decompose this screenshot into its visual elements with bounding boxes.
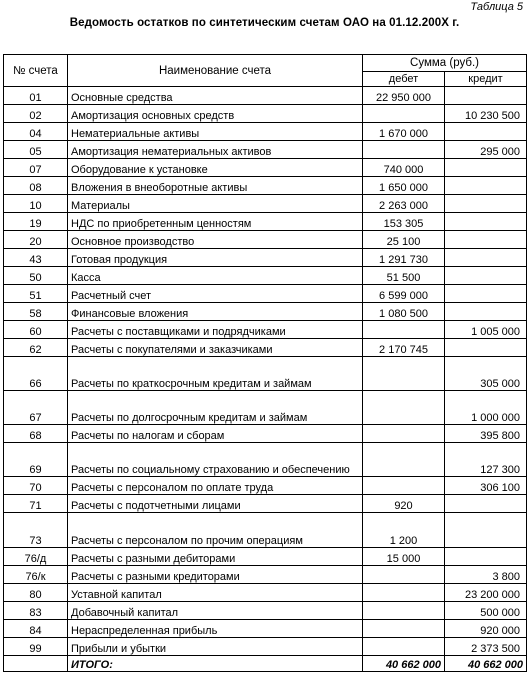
credit-cell: 127 300: [445, 443, 527, 477]
credit-cell: 500 000: [445, 602, 527, 620]
credit-cell: [445, 87, 527, 105]
credit-cell: 1 005 000: [445, 321, 527, 339]
account-number-cell: 67: [4, 391, 68, 425]
table-row: [4, 177, 527, 195]
account-number-cell: 51: [4, 285, 68, 303]
credit-cell: [445, 231, 527, 249]
credit-cell: 295 000: [445, 141, 527, 159]
account-name-cell: Нераспределенная прибыль: [68, 620, 363, 638]
account-name-cell: Расчеты по социальному страхованию и обеспечению: [68, 443, 363, 477]
total-row: [4, 656, 527, 672]
debit-cell: 1 670 000: [363, 123, 445, 141]
credit-cell: [445, 195, 527, 213]
table-row: [4, 141, 527, 159]
total-debit: 40 662 000: [363, 656, 445, 672]
account-number-cell: 43: [4, 249, 68, 267]
account-name-cell: Амортизация основных средств: [68, 105, 363, 123]
table-row: [4, 548, 527, 566]
account-name-cell: Расчетный счет: [68, 285, 363, 303]
table-row: [4, 105, 527, 123]
header-credit: кредит: [445, 72, 527, 87]
debit-cell: [363, 425, 445, 443]
account-name-cell: Уставной капитал: [68, 584, 363, 602]
debit-cell: 22 950 000: [363, 87, 445, 105]
credit-cell: [445, 249, 527, 267]
debit-cell: [363, 477, 445, 495]
account-name-cell: Основное производство: [68, 231, 363, 249]
account-number-cell: 20: [4, 231, 68, 249]
table-caption: Таблица 5: [470, 1, 523, 13]
debit-cell: [363, 620, 445, 638]
credit-cell: [445, 285, 527, 303]
debit-cell: 6 599 000: [363, 285, 445, 303]
account-number-cell: 62: [4, 339, 68, 357]
table-row: [4, 303, 527, 321]
header-debit: дебет: [363, 72, 445, 87]
debit-cell: [363, 141, 445, 159]
account-number-cell: 60: [4, 321, 68, 339]
account-number-cell: 68: [4, 425, 68, 443]
debit-cell: [363, 602, 445, 620]
account-name-cell: Расчеты по налогам и сборам: [68, 425, 363, 443]
table-row: [4, 602, 527, 620]
debit-cell: [363, 105, 445, 123]
account-number-cell: 76/д: [4, 548, 68, 566]
header-account-number: № счета: [4, 55, 68, 87]
account-name-cell: Добавочный капитал: [68, 602, 363, 620]
table-row: [4, 513, 527, 548]
account-name-cell: Расчеты с покупателями и заказчиками: [68, 339, 363, 357]
total-label: ИТОГО:: [68, 656, 363, 672]
table-row: [4, 443, 527, 477]
account-number-cell: 76/к: [4, 566, 68, 584]
account-number-cell: 07: [4, 159, 68, 177]
table-row: [4, 391, 527, 425]
total-empty-cell: [4, 656, 68, 672]
account-number-cell: 80: [4, 584, 68, 602]
table-row: [4, 357, 527, 391]
debit-cell: 740 000: [363, 159, 445, 177]
credit-cell: 305 000: [445, 357, 527, 391]
account-number-cell: 04: [4, 123, 68, 141]
account-name-cell: Расчеты по долгосрочным кредитам и займам: [68, 391, 363, 425]
account-number-cell: 84: [4, 620, 68, 638]
account-number-cell: 73: [4, 513, 68, 548]
account-name-cell: Расчеты с подотчетными лицами: [68, 495, 363, 513]
debit-cell: [363, 443, 445, 477]
debit-cell: 920: [363, 495, 445, 513]
debit-cell: 51 500: [363, 267, 445, 285]
credit-cell: 306 100: [445, 477, 527, 495]
account-number-cell: 10: [4, 195, 68, 213]
table-row: [4, 477, 527, 495]
account-number-cell: 08: [4, 177, 68, 195]
debit-cell: 153 305: [363, 213, 445, 231]
credit-cell: [445, 267, 527, 285]
table-row: [4, 213, 527, 231]
account-name-cell: Амортизация нематериальных активов: [68, 141, 363, 159]
account-number-cell: 70: [4, 477, 68, 495]
credit-cell: 920 000: [445, 620, 527, 638]
credit-cell: [445, 513, 527, 548]
credit-cell: [445, 123, 527, 141]
header-account-name: Наименование счета: [68, 55, 363, 87]
account-number-cell: 69: [4, 443, 68, 477]
credit-cell: [445, 213, 527, 231]
account-number-cell: 99: [4, 638, 68, 656]
table-row: [4, 566, 527, 584]
table-row: [4, 584, 527, 602]
account-name-cell: Касса: [68, 267, 363, 285]
table-row: [4, 159, 527, 177]
debit-cell: 2 170 745: [363, 339, 445, 357]
table-row: [4, 339, 527, 357]
account-name-cell: Нематериальные активы: [68, 123, 363, 141]
credit-cell: [445, 159, 527, 177]
account-name-cell: Вложения в внеоборотные активы: [68, 177, 363, 195]
account-name-cell: Расчеты с персоналом по оплате труда: [68, 477, 363, 495]
account-number-cell: 05: [4, 141, 68, 159]
credit-cell: [445, 495, 527, 513]
debit-cell: [363, 566, 445, 584]
account-name-cell: Расчеты с поставщиками и подрядчиками: [68, 321, 363, 339]
debit-cell: 1 200: [363, 513, 445, 548]
account-name-cell: Готовая продукция: [68, 249, 363, 267]
table-row: [4, 425, 527, 443]
account-name-cell: Оборудование к установке: [68, 159, 363, 177]
table-row: [4, 638, 527, 656]
debit-cell: 1 291 730: [363, 249, 445, 267]
credit-cell: [445, 177, 527, 195]
account-name-cell: Материалы: [68, 195, 363, 213]
account-number-cell: 71: [4, 495, 68, 513]
balance-table: [3, 54, 527, 672]
account-name-cell: Расчеты с персоналом по прочим операциям: [68, 513, 363, 548]
table-row: [4, 231, 527, 249]
table-row: [4, 87, 527, 105]
debit-cell: [363, 638, 445, 656]
credit-cell: [445, 548, 527, 566]
account-number-cell: 58: [4, 303, 68, 321]
table-row: [4, 195, 527, 213]
debit-cell: [363, 321, 445, 339]
table-row: [4, 285, 527, 303]
table-row: [4, 249, 527, 267]
account-name-cell: Финансовые вложения: [68, 303, 363, 321]
account-name-cell: Расчеты с разными дебиторами: [68, 548, 363, 566]
account-name-cell: Основные средства: [68, 87, 363, 105]
account-name-cell: Прибыли и убытки: [68, 638, 363, 656]
table-row: [4, 123, 527, 141]
debit-cell: 1 080 500: [363, 303, 445, 321]
account-name-cell: Расчеты с разными кредиторами: [68, 566, 363, 584]
table-row: [4, 495, 527, 513]
header-sum: Сумма (руб.): [363, 55, 527, 72]
debit-cell: [363, 357, 445, 391]
credit-cell: 2 373 500: [445, 638, 527, 656]
credit-cell: 23 200 000: [445, 584, 527, 602]
debit-cell: 1 650 000: [363, 177, 445, 195]
debit-cell: 25 100: [363, 231, 445, 249]
debit-cell: [363, 584, 445, 602]
account-number-cell: 50: [4, 267, 68, 285]
account-number-cell: 66: [4, 357, 68, 391]
account-number-cell: 83: [4, 602, 68, 620]
credit-cell: 3 800: [445, 566, 527, 584]
total-credit: 40 662 000: [445, 656, 527, 672]
account-number-cell: 19: [4, 213, 68, 231]
debit-cell: 15 000: [363, 548, 445, 566]
credit-cell: [445, 339, 527, 357]
account-number-cell: 02: [4, 105, 68, 123]
account-name-cell: Расчеты по краткосрочным кредитам и займам: [68, 357, 363, 391]
debit-cell: 2 263 000: [363, 195, 445, 213]
credit-cell: 1 000 000: [445, 391, 527, 425]
table-row: [4, 620, 527, 638]
table-body: [4, 87, 527, 656]
table-row: [4, 321, 527, 339]
table-row: [4, 267, 527, 285]
account-number-cell: 01: [4, 87, 68, 105]
credit-cell: 395 800: [445, 425, 527, 443]
document-title: Ведомость остатков по синтетическим счетам ОАО на 01.12.200Х г.: [69, 17, 460, 29]
account-name-cell: НДС по приобретенным ценностям: [68, 213, 363, 231]
debit-cell: [363, 391, 445, 425]
credit-cell: [445, 303, 527, 321]
credit-cell: 10 230 500: [445, 105, 527, 123]
